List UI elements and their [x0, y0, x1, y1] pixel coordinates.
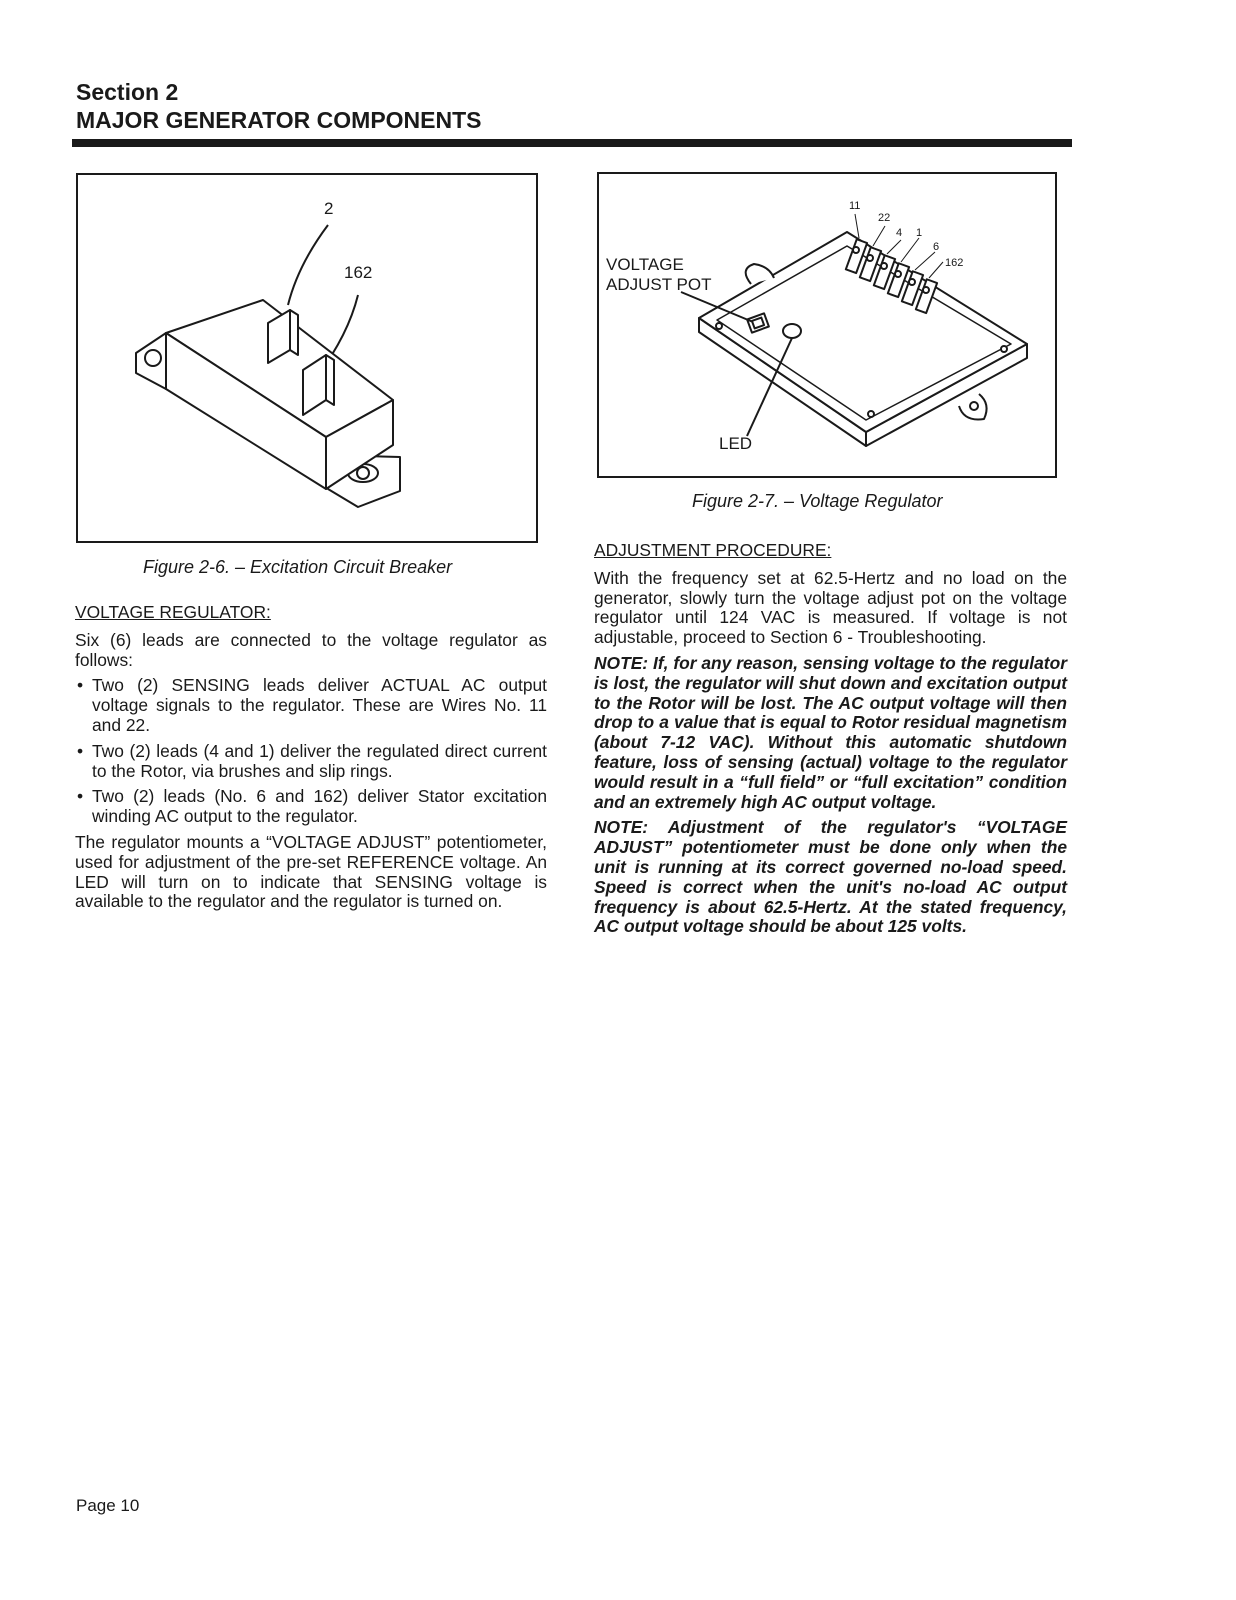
voltage-regulator-section — [75, 603, 547, 912]
terminal-label-162: 162 — [945, 257, 964, 269]
section-number: Section 2 — [76, 79, 179, 105]
label-voltage: VOLTAGE — [606, 255, 684, 274]
wire-label-2: 2 — [324, 199, 334, 218]
adjustment-procedure-heading: ADJUSTMENT PROCEDURE: — [594, 540, 832, 560]
section-title: MAJOR GENERATOR COMPONENTS — [76, 107, 482, 133]
label-adjust-pot: ADJUST POT — [606, 275, 712, 294]
figure-7-caption: Figure 2-7. – Voltage Regulator — [692, 491, 943, 511]
lead-list — [75, 676, 547, 827]
terminal-label-1: 1 — [916, 227, 923, 239]
wire-label-162: 162 — [344, 263, 373, 282]
list-item: • Two (2) leads (No. 6 and 162) deliver Stator excitation winding AC output to the regulator. — [75, 787, 547, 827]
list-item: • Two (2) SENSING leads deliver ACTUAL AC output voltage signals to the regulator. These are Wires No. 11 and 22. — [75, 676, 547, 735]
voltage-regulator-heading: VOLTAGE REGULATOR: — [75, 602, 271, 622]
figure-6-caption: Figure 2-6. – Excitation Circuit Breaker — [143, 557, 453, 577]
header-rule — [72, 139, 1072, 147]
page-header — [76, 78, 482, 134]
terminal-label-6: 6 — [933, 241, 940, 253]
voltage-regulator-drawing — [599, 174, 1055, 476]
note-adjustment: NOTE: Adjustment of the regulator's “VOLTAGE ADJUST” potentiometer must be done only when the unit is running at its correct governed no-load speed. Speed is correct when the unit's no-load AC output frequency is about 62.5-Hertz. At the stated frequency, AC output voltage should be about 125 volts. — [594, 817, 1067, 937]
voltage-regulator-intro: Six (6) leads are connected to the voltage regulator as follows: — [75, 629, 547, 670]
page-number: Page 10 — [76, 1496, 140, 1515]
label-led: LED — [719, 434, 753, 453]
list-item: • Two (2) leads (4 and 1) deliver the regulated direct current to the Rotor, via brushes and slip rings. — [75, 742, 547, 782]
circuit-breaker-drawing — [78, 175, 536, 541]
figure-excitation-circuit-breaker — [76, 173, 538, 543]
terminal-label-4: 4 — [896, 227, 903, 239]
potentiometer-paragraph: The regulator mounts a “VOLTAGE ADJUST” potentiometer, used for adjustment of the pre-set REFERENCE voltage. An LED will turn on to indicate that SENSING voltage is available to the regulator and the regulator is turned on. — [75, 831, 547, 912]
adjustment-procedure-paragraph: With the frequency set at 62.5-Hertz and no load on the generator, slowly turn the voltage adjust pot on the voltage regulator until 124 VAC is measured. If voltage is not adjustable, proceed to Section 6 - Troubleshooting. — [594, 567, 1067, 648]
adjustment-procedure-section — [594, 541, 1067, 937]
note-sensing-voltage: NOTE: If, for any reason, sensing voltage to the regulator is lost, the regulator will shut down and excitation output to the Rotor will be lost. The AC output voltage will then drop to a value that is equal to Rotor residual magnetism (about 7-12 VAC). Without this automatic shutdown feature, loss of sensing (actual) voltage to the regulator would result in a “full field” or “full excitation” condition and an extremely high AC output voltage. — [594, 652, 1067, 812]
terminal-label-11: 11 — [849, 200, 861, 212]
figure-voltage-regulator — [597, 172, 1057, 478]
terminal-label-22: 22 — [878, 212, 891, 224]
